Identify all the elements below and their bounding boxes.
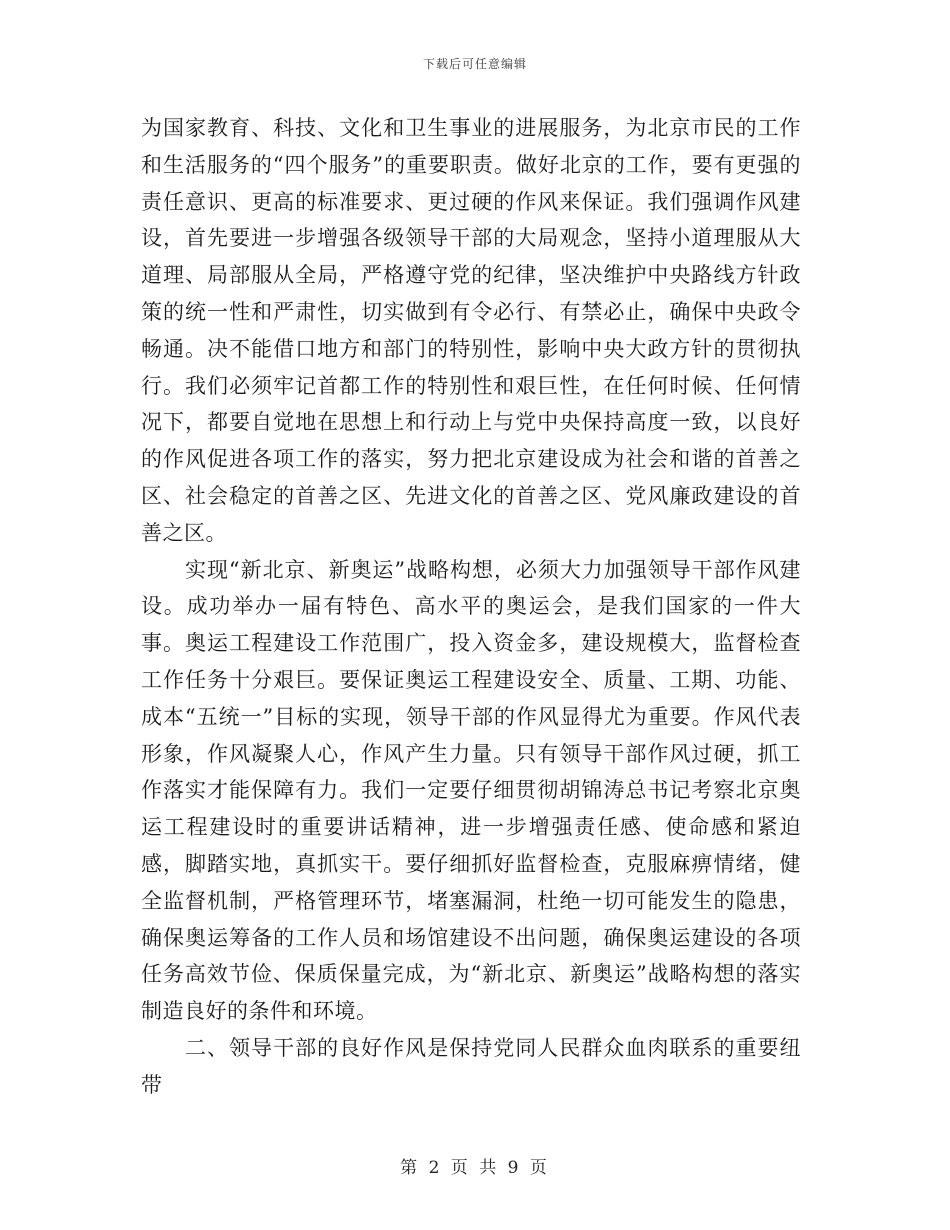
document-body xyxy=(141,110,801,1104)
page-header: 下载后可任意编辑 xyxy=(422,57,527,71)
section-heading: 二、领导干部的良好作风是保持党同人民群众血肉联系的重要纽带 xyxy=(141,1035,801,1097)
paragraph-continuation: 为国家教育、科技、文化和卫生事业的进展服务，为北京市民的工作和生活服务的“四个服务”的重要职责。做好北京的工作，要有更强的责任意识、更高的标准要求、更过硬的作风来保证。我们强调作风建设，首先要进一步增强各级领导干部的大局观念，坚持小道理服从大道理、局部服从全局，严格遵守党的纪律，坚决维护中央路线方针政策的统一性和严肃性，切实做到有令必行、有禁必止，确保中央政令畅通。决不能借口地方和部门的特别性，影响中央大政方针的贯彻执行。我们必须牢记首都工作的特别性和艰巨性，在任何时候、任何情况下，都要自觉地在思想上和行动上与党中央保持高度一致，以良好的作风促进各项工作的落实，努力把北京建设成为社会和谐的首善之区、社会稳定的首善之区、先进文化的首善之区、党风廉政建设的首善之区。 xyxy=(141,116,801,545)
paragraph-olympics: 实现“新北京、新奥运”战略构想，必须大力加强领导干部作风建设。成功举办一届有特色、高水平的奥运会，是我们国家的一件大事。奥运工程建设工作范围广，投入资金多，建设规模大，监督检查工作任务十分艰巨。要保证奥运工程建设安全、质量、工期、功能、成本“五统一”目标的实现，领导干部的作风显得尤为重要。作风代表形象，作风凝聚人心，作风产生力量。只有领导干部作风过硬，抓工作落实才能保障有力。我们一定要仔细贯彻胡锦涛总书记考察北京奥运工程建设时的重要讲话精神，进一步增强责任感、使命感和紧迫感，脚踏实地，真抓实干。要仔细抓好监督检查，克服麻痹情绪，健全监督机制，严格管理环节，堵塞漏洞，杜绝一切可能发生的隐患，确保奥运筹备的工作人员和场馆建设不出问题，确保奥运建设的各项任务高效节俭、保质保量完成，为“新北京、新奥运”战略构想的落实制造良好的条件和环境。 xyxy=(141,557,801,1024)
page-number-footer: 第 2 页 共 9 页 xyxy=(400,1158,550,1178)
